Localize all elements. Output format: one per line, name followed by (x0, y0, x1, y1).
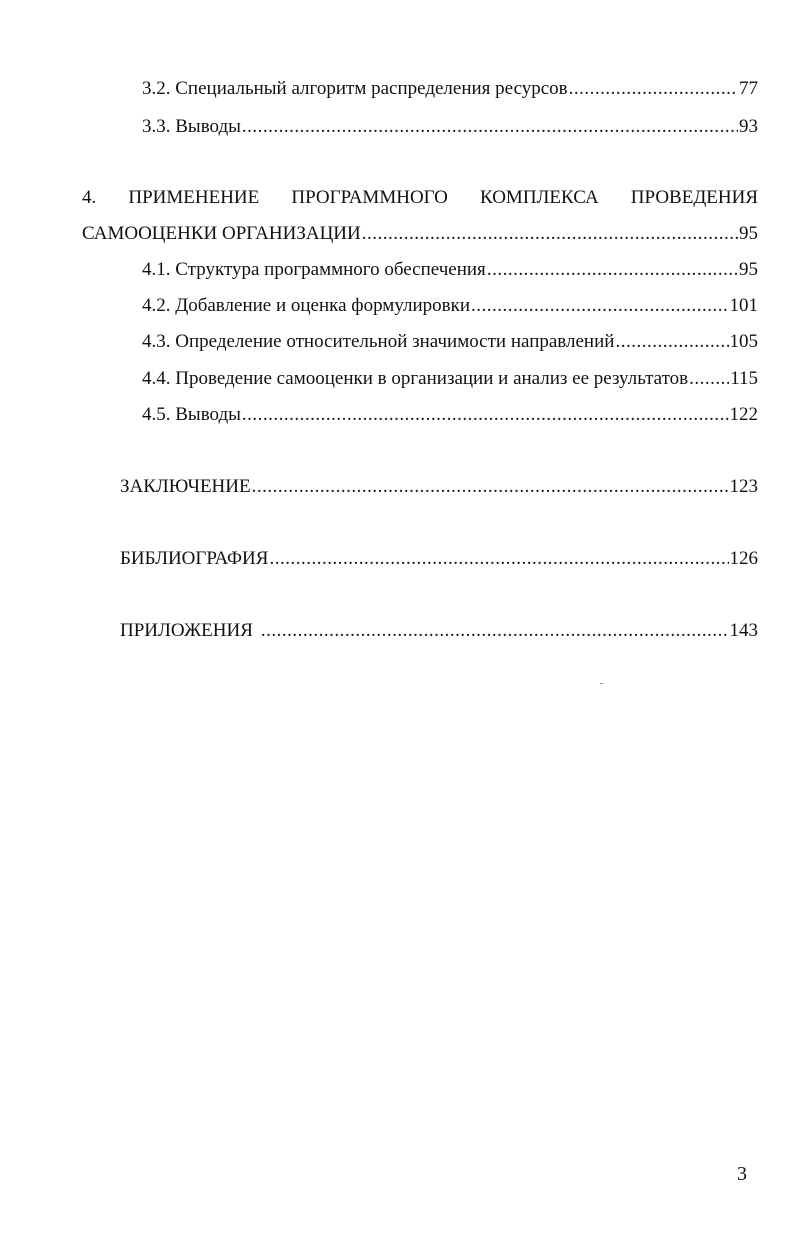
toc-entry-page: 122 (729, 404, 758, 425)
toc-entry-4-2[interactable] (142, 294, 758, 318)
toc-entry-page: 105 (729, 331, 758, 352)
toc-entry-title: 3.2. Специальный алгоритм распределения ресурсов (142, 78, 568, 99)
toc-entry-page: 101 (729, 295, 758, 316)
toc-entry-title: 4.1. Структура программного обеспечения (142, 259, 486, 280)
dot-leader (689, 367, 729, 391)
dot-leader (615, 330, 728, 354)
toc-entry-page: 95 (739, 223, 758, 244)
chapter-4-heading[interactable]: 4. ПРИМЕНЕНИЕ ПРОГРАММНОГО КОМПЛЕКСА ПРОВЕДЕНИЯ (82, 187, 758, 208)
toc-entry-3-3[interactable] (142, 115, 758, 139)
toc-entry-4-4[interactable] (142, 367, 758, 391)
toc-entry-page: 77 (739, 78, 758, 99)
dot-leader (252, 475, 729, 499)
dot-leader (487, 258, 738, 282)
toc-entry-page: 123 (729, 476, 758, 497)
dot-leader (269, 547, 728, 571)
toc-entry-title: 3.3. Выводы (142, 116, 241, 137)
toc-entry-bibliography[interactable] (120, 547, 758, 571)
toc-entry-conclusion[interactable] (120, 475, 758, 499)
toc-entry-title: БИБЛИОГРАФИЯ (120, 548, 269, 569)
toc-entry-3-2[interactable] (142, 77, 758, 101)
toc-entry-page: 95 (739, 259, 758, 280)
toc-entry-4-5[interactable] (142, 403, 758, 427)
dot-leader (261, 619, 729, 643)
toc-entry-title: 4.2. Добавление и оценка формулировки (142, 295, 471, 316)
toc-entry-page: 115 (730, 368, 758, 389)
dot-leader (362, 222, 738, 246)
dot-leader (569, 77, 738, 101)
dot-leader (242, 403, 729, 427)
toc-entry-title: ЗАКЛЮЧЕНИЕ (120, 476, 251, 497)
toc-entry-title: САМООЦЕНКИ ОРГАНИЗАЦИИ (82, 223, 361, 244)
toc-entry-4-3[interactable] (142, 330, 758, 354)
toc-entry-page: 93 (739, 116, 758, 137)
toc-entry-page: 143 (729, 620, 758, 641)
toc-entry-title: 4.4. Проведение самооценки в организации и анализ ее результатов (142, 368, 689, 389)
page-number: 3 (737, 1163, 747, 1185)
toc-entry-title: ПРИЛОЖЕНИЯ (120, 620, 253, 641)
scan-speck (600, 683, 603, 684)
dot-leader (471, 294, 728, 318)
toc-entry-appendices[interactable] (120, 619, 758, 643)
dot-leader (242, 115, 738, 139)
toc-entry-page: 126 (729, 548, 758, 569)
toc-entry-4-1[interactable] (142, 258, 758, 282)
toc-entry-title: 4.3. Определение относительной значимости направлений (142, 331, 615, 352)
toc-entry-title: 4.5. Выводы (142, 404, 241, 425)
toc-entry-chapter-4[interactable] (82, 222, 758, 246)
